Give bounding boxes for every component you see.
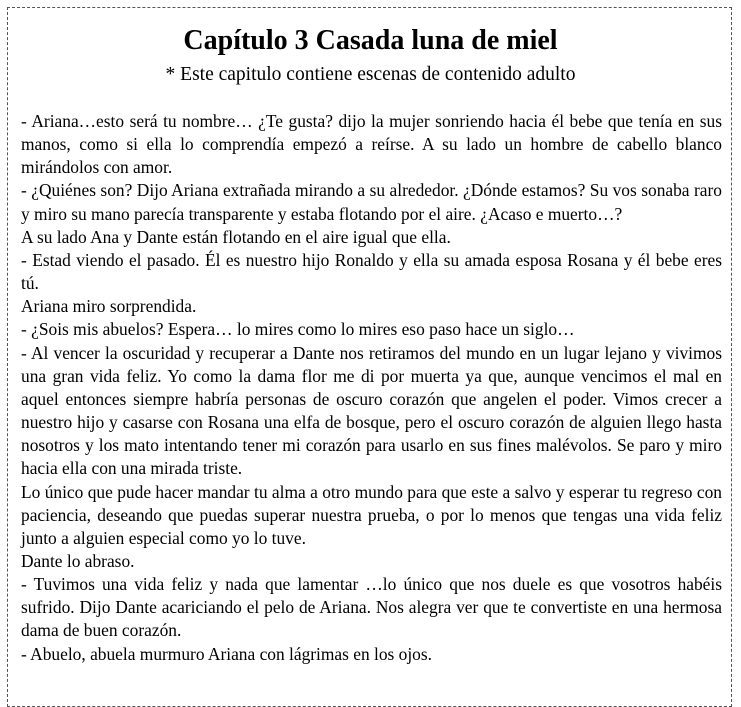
paragraph: A su lado Ana y Dante están flotando en el aire igual que ella.	[21, 226, 451, 247]
chapter-subtitle: * Este capitulo contiene escenas de contenido adulto	[165, 64, 576, 85]
paragraph: Ariana miro sorprendida.	[21, 296, 197, 317]
paragraph: - ¿Sois mis abuelos? Espera… lo mires como lo mires eso paso hace un siglo…	[21, 319, 575, 340]
paragraph: - Tuvimos una vida feliz y nada que lamentar …lo único que nos duele es que vosotros habéis sufrido. Dijo Dante acariciando el pelo de Ariana. Nos alegra ver que te convertiste en una hermosa dama de buen corazón.	[21, 574, 722, 641]
paragraph: - Al vencer la oscuridad y recuperar a Dante nos retiramos del mundo en un lugar lejano y vivimos una gran vida feliz. Yo como la dama flor me di por muerta ya que, aunque vencimos el mal en aquel entonces siempre habría personas de oscuro corazón que angelen el poder. Vimos crecer a nuestro hijo y casarse con Rosana una elfa de bosque, pero el oscuro corazón de alguien llego hasta nosotros y los mato intentando tener mi corazón para usarlo en sus fines malévolos. Se paro y miro hacia ella con una mirada triste.	[21, 342, 722, 479]
chapter-title: Capítulo 3 Casada luna de miel	[183, 25, 558, 56]
paragraph: - Ariana…esto será tu nombre… ¿Te gusta? dijo la mujer sonriendo hacia él bebe que tenía en sus manos, como si ella lo comprendía empezó a reírse. A su lado un hombre de cabello blanco mirándolos con amor.	[21, 111, 722, 178]
paragraph: - Abuelo, abuela murmuro Ariana con lágrimas en los ojos.	[21, 643, 432, 664]
chapter-body	[21, 110, 722, 666]
paragraph: - Estad viendo el pasado. Él es nuestro hijo Ronaldo y ella su amada esposa Rosana y él bebe eres tú.	[21, 249, 722, 294]
paragraph: Lo único que pude hacer mandar tu alma a otro mundo para que este a salvo y esperar tu regreso con paciencia, deseando que puedas superar nuestra prueba, o por lo menos que tengas una vida feliz junto a alguien especial como yo lo tuve.	[21, 481, 722, 548]
paragraph: Dante lo abraso.	[21, 550, 135, 571]
paragraph: - ¿Quiénes son? Dijo Ariana extrañada mirando a su alrededor. ¿Dónde estamos? Su vos sonaba raro y miro su mano parecía transparente y estaba flotando por el aire. ¿Acaso e muerto…?	[21, 180, 722, 224]
